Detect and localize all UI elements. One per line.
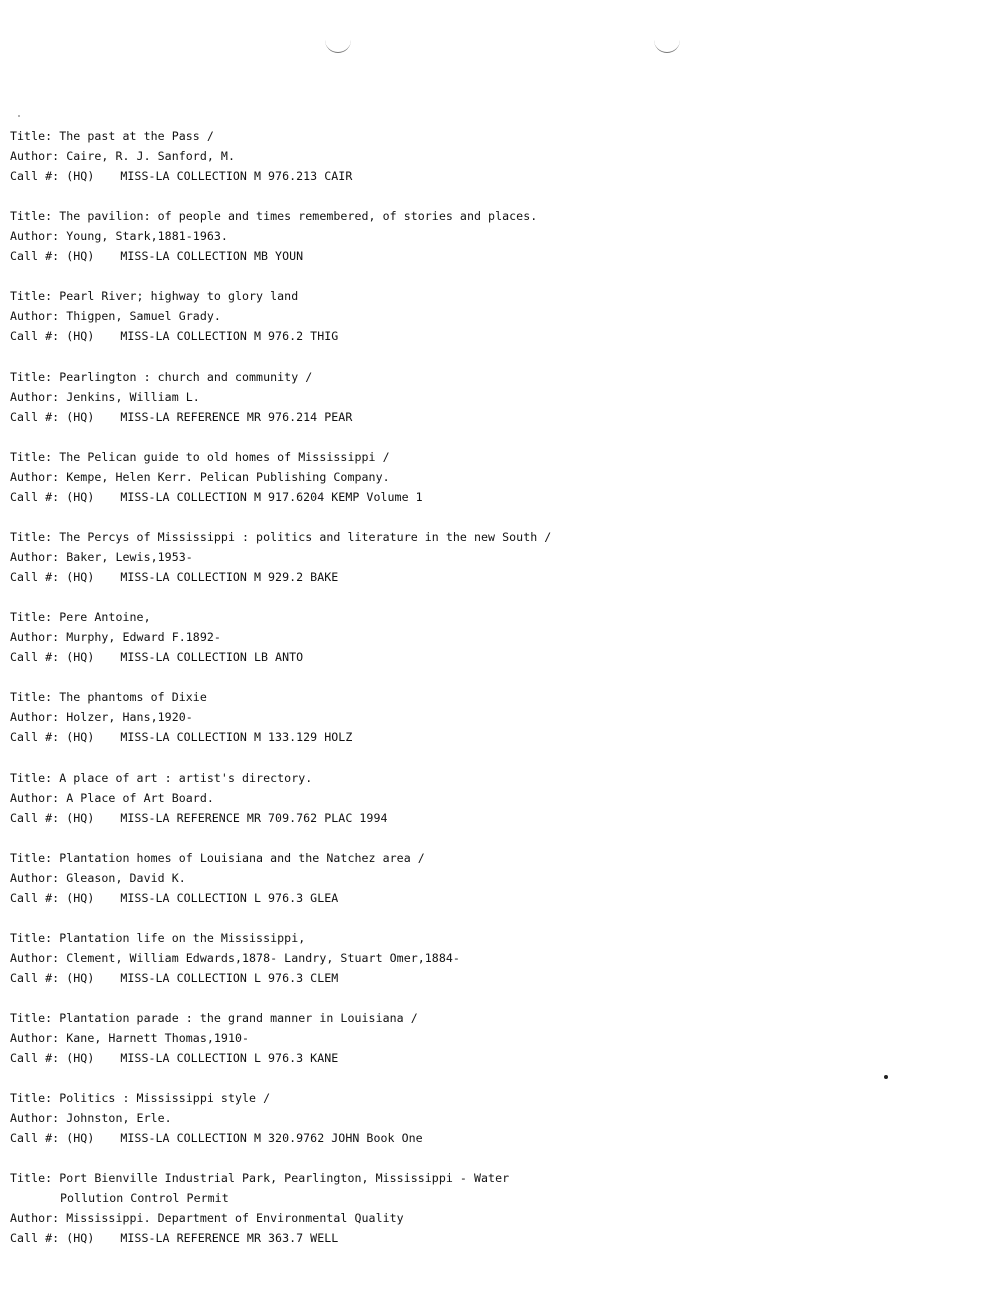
- record-call-line: [10, 567, 970, 587]
- title-value: Pere Antoine,: [59, 610, 151, 625]
- record-author-line: [10, 707, 970, 727]
- record-call-line: [10, 808, 970, 828]
- branch-code: (HQ): [66, 810, 95, 825]
- record-author-line: [10, 1028, 970, 1048]
- author-value: Thigpen, Samuel Grady.: [66, 309, 221, 324]
- record-call-line: [10, 647, 970, 667]
- title-value: The Pelican guide to old homes of Mississippi /: [59, 449, 390, 464]
- record-title-line: [10, 1168, 970, 1188]
- author-label: Author:: [10, 630, 60, 645]
- branch-code: (HQ): [66, 329, 95, 344]
- call-number: MISS-LA REFERENCE MR 976.214 PEAR: [120, 409, 353, 424]
- catalog-record: [10, 848, 970, 908]
- scan-speck: [18, 115, 20, 117]
- record-title-line: [10, 928, 970, 948]
- title-label: Title:: [10, 1091, 53, 1106]
- title-label: Title:: [10, 850, 53, 865]
- title-label: Title:: [10, 610, 53, 625]
- record-title-line: [10, 286, 970, 306]
- author-label: Author:: [10, 950, 60, 965]
- record-call-line: [10, 1128, 970, 1148]
- call-number: MISS-LA COLLECTION M 133.129 HOLZ: [120, 730, 353, 745]
- call-number: MISS-LA COLLECTION M 929.2 BAKE: [120, 569, 339, 584]
- title-label: Title:: [10, 209, 53, 224]
- branch-code: (HQ): [66, 730, 95, 745]
- call-label: Call #:: [10, 1131, 60, 1146]
- author-value: Young, Stark,1881-1963.: [66, 229, 228, 244]
- catalog-record: [10, 607, 970, 667]
- author-value: Clement, William Edwards,1878- Landry, Stuart Omer,1884-: [66, 950, 460, 965]
- branch-code: (HQ): [66, 970, 95, 985]
- call-number: MISS-LA REFERENCE MR 709.762 PLAC 1994: [120, 810, 388, 825]
- title-value: The past at the Pass /: [59, 129, 214, 143]
- record-title-line: [10, 126, 970, 146]
- title-value: Pearlington : church and community /: [59, 369, 313, 384]
- call-number: MISS-LA COLLECTION L 976.3 KANE: [120, 1051, 339, 1066]
- author-value: Mississippi. Department of Environmental Quality: [66, 1211, 404, 1226]
- title-value: The pavilion: of people and times remembered, of stories and places.: [59, 209, 538, 224]
- title-value: Plantation homes of Louisiana and the Natchez area /: [59, 850, 425, 865]
- record-author-line: [10, 387, 970, 407]
- title-label: Title:: [10, 1011, 53, 1026]
- author-value: Murphy, Edward F.1892-: [66, 630, 221, 645]
- record-call-line: [10, 246, 970, 266]
- record-author-line: [10, 306, 970, 326]
- call-label: Call #:: [10, 329, 60, 344]
- author-label: Author:: [10, 309, 60, 324]
- call-label: Call #:: [10, 489, 60, 504]
- author-value: Johnston, Erle.: [66, 1111, 172, 1126]
- record-author-line: [10, 868, 970, 888]
- record-author-line: [10, 146, 970, 166]
- catalog-record: [10, 1168, 970, 1248]
- call-number: MISS-LA COLLECTION LB ANTO: [120, 650, 304, 665]
- branch-code: (HQ): [66, 169, 95, 183]
- catalog-record: [10, 286, 970, 346]
- author-label: Author:: [10, 149, 60, 163]
- author-label: Author:: [10, 870, 60, 885]
- title-value: Plantation life on the Mississippi,: [59, 930, 306, 945]
- author-label: Author:: [10, 469, 60, 484]
- author-label: Author:: [10, 229, 60, 244]
- punch-hole-right: [654, 40, 680, 53]
- author-value: Kane, Harnett Thomas,1910-: [66, 1031, 250, 1046]
- record-title-line: [10, 527, 970, 547]
- title-value: The Percys of Mississippi : politics and literature in the new South /: [59, 529, 552, 544]
- call-label: Call #:: [10, 730, 60, 745]
- record-author-line: [10, 627, 970, 647]
- record-title-line: [10, 1088, 970, 1108]
- call-label: Call #:: [10, 1231, 60, 1246]
- catalog-record: [10, 928, 970, 988]
- call-number: MISS-LA COLLECTION M 976.213 CAIR: [120, 169, 353, 183]
- title-label: Title:: [10, 449, 53, 464]
- record-call-line: [10, 166, 970, 186]
- title-label: Title:: [10, 690, 53, 705]
- record-call-line: [10, 326, 970, 346]
- title-label: Title:: [10, 289, 53, 304]
- call-label: Call #:: [10, 169, 60, 183]
- call-label: Call #:: [10, 1051, 60, 1066]
- title-label: Title:: [10, 770, 53, 785]
- author-label: Author:: [10, 1111, 60, 1126]
- title-continuation: Pollution Control Permit: [60, 1191, 229, 1206]
- call-number: MISS-LA COLLECTION L 976.3 CLEM: [120, 970, 339, 985]
- record-title-line: [10, 607, 970, 627]
- author-label: Author:: [10, 710, 60, 725]
- author-label: Author:: [10, 1211, 60, 1226]
- title-label: Title:: [10, 930, 53, 945]
- record-title-line: [10, 447, 970, 467]
- branch-code: (HQ): [66, 890, 95, 905]
- catalog-record: [10, 527, 970, 587]
- title-value: Pearl River; highway to glory land: [59, 289, 299, 304]
- catalog-record-list: [10, 126, 970, 1269]
- branch-code: (HQ): [66, 569, 95, 584]
- record-title-line: [10, 687, 970, 707]
- catalog-record: [10, 447, 970, 507]
- author-value: A Place of Art Board.: [66, 790, 214, 805]
- call-number: MISS-LA REFERENCE MR 363.7 WELL: [120, 1231, 339, 1246]
- catalog-record: [10, 126, 970, 186]
- record-author-line: [10, 788, 970, 808]
- record-call-line: [10, 1048, 970, 1068]
- record-author-line: [10, 948, 970, 968]
- record-author-line: [10, 1108, 970, 1128]
- record-call-line: [10, 487, 970, 507]
- author-label: Author:: [10, 549, 60, 564]
- record-author-line: [10, 467, 970, 487]
- record-call-line: [10, 888, 970, 908]
- author-label: Author:: [10, 1031, 60, 1046]
- branch-code: (HQ): [66, 650, 95, 665]
- record-call-line: [10, 968, 970, 988]
- record-title-line: [10, 1008, 970, 1028]
- author-value: Baker, Lewis,1953-: [66, 549, 193, 564]
- call-number: MISS-LA COLLECTION M 320.9762 JOHN Book One: [120, 1131, 423, 1146]
- record-call-line: [10, 727, 970, 747]
- call-number: MISS-LA COLLECTION M 976.2 THIG: [120, 329, 339, 344]
- record-call-line: [10, 407, 970, 427]
- branch-code: (HQ): [66, 489, 95, 504]
- punch-hole-left: [325, 40, 351, 53]
- title-value: Plantation parade : the grand manner in Louisiana /: [59, 1011, 418, 1026]
- author-value: Gleason, David K.: [66, 870, 186, 885]
- catalog-record: [10, 367, 970, 427]
- call-number: MISS-LA COLLECTION MB YOUN: [120, 249, 304, 264]
- record-author-line: [10, 547, 970, 567]
- title-label: Title:: [10, 129, 53, 143]
- record-title-line: [10, 206, 970, 226]
- author-label: Author:: [10, 389, 60, 404]
- branch-code: (HQ): [66, 249, 95, 264]
- title-value: Port Bienville Industrial Park, Pearlington, Mississippi - Water: [59, 1171, 510, 1186]
- call-number: MISS-LA COLLECTION M 917.6204 KEMP Volume 1: [120, 489, 423, 504]
- title-value: The phantoms of Dixie: [59, 690, 207, 705]
- catalog-record: [10, 687, 970, 747]
- title-label: Title:: [10, 529, 53, 544]
- author-value: Caire, R. J. Sanford, M.: [66, 149, 235, 163]
- call-label: Call #:: [10, 970, 60, 985]
- call-label: Call #:: [10, 650, 60, 665]
- branch-code: (HQ): [66, 1131, 95, 1146]
- author-label: Author:: [10, 790, 60, 805]
- call-label: Call #:: [10, 409, 60, 424]
- record-author-line: [10, 226, 970, 246]
- title-label: Title:: [10, 369, 53, 384]
- record-title-line: [10, 848, 970, 868]
- record-call-line: [10, 1228, 970, 1248]
- catalog-record: [10, 1088, 970, 1148]
- title-label: Title:: [10, 1171, 53, 1186]
- catalog-record: [10, 1008, 970, 1068]
- record-author-line: [10, 1208, 970, 1228]
- author-value: Holzer, Hans,1920-: [66, 710, 193, 725]
- catalog-record: [10, 206, 970, 266]
- title-value: Politics : Mississippi style /: [59, 1091, 271, 1106]
- title-value: A place of art : artist's directory.: [59, 770, 313, 785]
- call-number: MISS-LA COLLECTION L 976.3 GLEA: [120, 890, 339, 905]
- record-title-line: [10, 768, 970, 788]
- catalog-record: [10, 768, 970, 828]
- call-label: Call #:: [10, 810, 60, 825]
- branch-code: (HQ): [66, 1231, 95, 1246]
- call-label: Call #:: [10, 249, 60, 264]
- author-value: Kempe, Helen Kerr. Pelican Publishing Company.: [66, 469, 390, 484]
- call-label: Call #:: [10, 890, 60, 905]
- branch-code: (HQ): [66, 1051, 95, 1066]
- author-value: Jenkins, William L.: [66, 389, 200, 404]
- branch-code: (HQ): [66, 409, 95, 424]
- call-label: Call #:: [10, 569, 60, 584]
- record-title-line: [10, 367, 970, 387]
